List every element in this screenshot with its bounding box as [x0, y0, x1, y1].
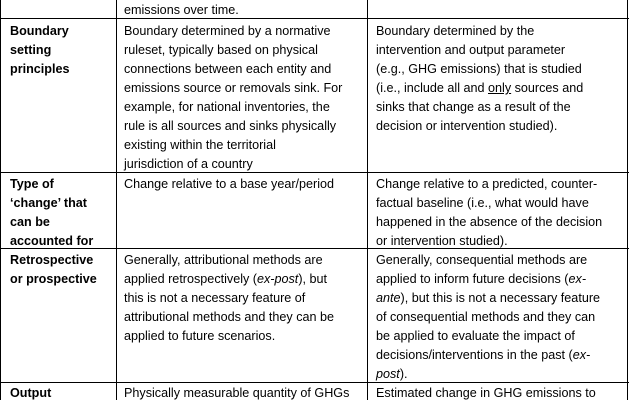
italic-text-run: ex- [568, 272, 587, 286]
row-3-attributional-cell [124, 251, 334, 346]
cell-line [376, 251, 600, 270]
row-divider [0, 18, 629, 19]
cell-line: Change relative to a predicted, counter- [376, 177, 598, 191]
row-3-consequential-cell [376, 251, 600, 384]
italic-text-run: ex-post [257, 272, 299, 286]
row-2-consequential-cell [376, 175, 602, 251]
row-4-attributional-cell [124, 384, 349, 403]
column-divider-2 [367, 0, 368, 400]
cell-line [124, 289, 334, 308]
text-run: applied to inform future decisions ( [376, 272, 569, 286]
row-label-line: Type of [10, 177, 54, 191]
cell-line: jurisdiction of a country [124, 157, 253, 171]
cell-line [124, 270, 334, 289]
row-label-line: ‘change’ that [10, 196, 87, 210]
cell-line: factual baseline (i.e., what would have [376, 196, 589, 210]
cell-line: sinks that change as a result of the [376, 100, 571, 114]
cell-line: Boundary determined by a normative [124, 24, 331, 38]
underlined-text-run: only [488, 81, 512, 95]
cell-line [376, 308, 600, 327]
cell-line: (e.g., GHG emissions) that is studied [376, 62, 582, 76]
cell-line [124, 327, 334, 346]
text-run: sources and [511, 81, 584, 95]
text-run: attributional methods and they can be [124, 310, 335, 324]
cell-line: intervention and output parameter [376, 43, 566, 57]
row-label-retrospective-or-prospective [10, 251, 97, 289]
cell-line [124, 308, 334, 327]
text-run: Generally, consequential methods are [376, 253, 588, 267]
text-run: be applied to evaluate the impact of [376, 329, 575, 343]
text-run: this is not a necessary feature of [124, 291, 306, 305]
row-1-attributional-cell [124, 22, 342, 174]
text-run: applied retrospectively ( [124, 272, 257, 286]
italic-text-run: post [376, 367, 400, 381]
text-run: of consequential methods and they can [376, 310, 596, 324]
cell-line [376, 270, 600, 289]
text-run: applied to future scenarios. [124, 329, 276, 343]
cell-line: Boundary determined by the [376, 24, 535, 38]
cell-line [376, 327, 600, 346]
cell-line [124, 251, 334, 270]
row-1-consequential-cell [376, 22, 583, 136]
text-run: ), but [298, 272, 328, 286]
row-label-type-of-change [10, 175, 93, 251]
italic-text-run: ex- [572, 348, 591, 362]
row-2-attributional-cell [124, 175, 334, 194]
cell-line [376, 79, 583, 98]
column-divider-1 [116, 0, 117, 400]
cell-line: rule is all sources and sinks physically [124, 119, 337, 133]
cell-line: ruleset, typically based on physical [124, 43, 318, 57]
row-4-consequential-cell [376, 384, 596, 403]
cell-line: Change relative to a base year/period [124, 177, 335, 191]
cell-line: existing within the territorial [124, 138, 276, 152]
row-label-line: Retrospective [10, 253, 94, 267]
cell-line [376, 365, 600, 384]
cell-line: emissions over time. [124, 3, 239, 17]
cell-line: connections between each entity and [124, 62, 332, 76]
cell-line: example, for national inventories, the [124, 100, 330, 114]
cell-line: Estimated change in GHG emissions to [376, 386, 596, 400]
italic-text-run: ante [376, 291, 401, 305]
cell-line [376, 346, 600, 365]
row-label-line: or prospective [10, 272, 97, 286]
cell-line: or intervention studied). [376, 234, 508, 248]
row-label-line: accounted for [10, 234, 94, 248]
row-label-boundary-setting [10, 22, 70, 79]
cell-line: Physically measurable quantity of GHGs [124, 386, 350, 400]
cell-line: decision or intervention studied). [376, 119, 558, 133]
text-run: (i.e., include all and [376, 81, 489, 95]
cell-line: emissions source or removals sink. For [124, 81, 343, 95]
table-border-left [0, 0, 1, 400]
text-run: ). [399, 367, 408, 381]
row-label-line: can be [10, 215, 50, 229]
row-label-line: Output [10, 386, 52, 400]
text-run: Generally, attributional methods are [124, 253, 323, 267]
text-run: decisions/interventions in the past ( [376, 348, 573, 362]
row-label-line: setting [10, 43, 52, 57]
row-label-line: Boundary [10, 24, 69, 38]
row-0-attributional-cell [124, 1, 239, 20]
row-label-line: principles [10, 62, 70, 76]
table-border-right [627, 0, 628, 400]
row-label-output [10, 384, 51, 403]
text-run: ), but this is not a necessary feature [400, 291, 601, 305]
cell-line: happened in the absence of the decision [376, 215, 603, 229]
cell-line [376, 289, 600, 308]
